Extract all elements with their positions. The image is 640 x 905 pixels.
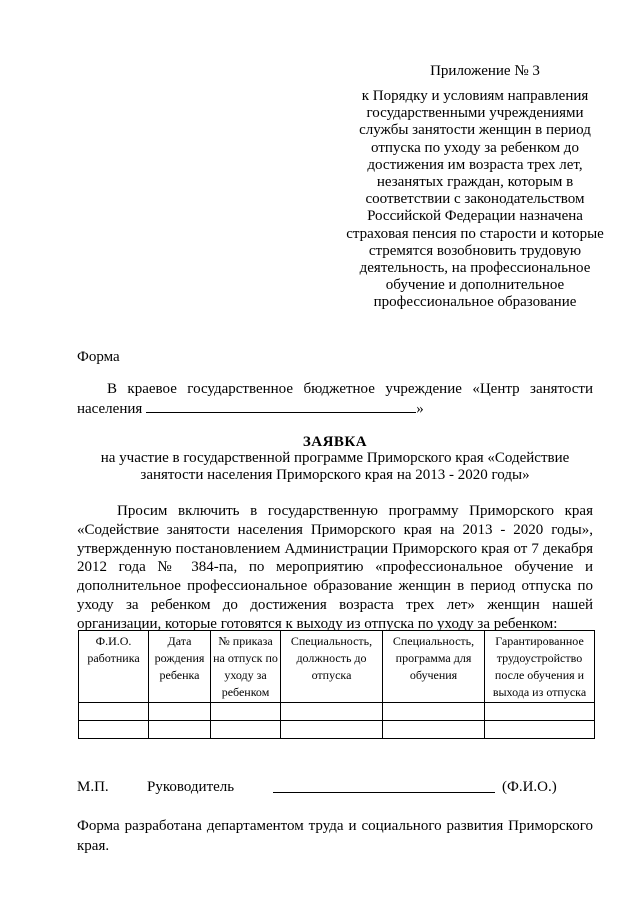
table-cell <box>79 721 149 739</box>
stamp-place-label: М.П. <box>77 779 109 795</box>
table-row <box>79 703 595 721</box>
column-header-guaranteed-employment: Гарантированное трудоустройство после обучения и выхода из отпуска <box>485 631 595 703</box>
addressee-fill-line <box>146 398 416 413</box>
table-cell <box>383 703 485 721</box>
document-subtitle: на участие в государственной программе Приморского края «Содействие занятости населения Приморского края на 2013 - 2020 годы» <box>100 450 570 483</box>
column-header-training-program: Специальность, программа для обучения <box>383 631 485 703</box>
addressee <box>77 380 593 418</box>
column-header-position-before-leave: Специальность, должность до отпуска <box>281 631 383 703</box>
document-title: ЗАЯВКА <box>302 434 368 450</box>
addressee-text: В краевое государственное бюджетное учреждение «Центр занятости населения <box>77 381 593 417</box>
table-cell <box>485 703 595 721</box>
fio-label: (Ф.И.О.) <box>502 779 557 795</box>
table-cell <box>485 721 595 739</box>
appendix-number: Приложение № 3 <box>430 63 540 79</box>
table-header-row <box>79 631 595 703</box>
form-label: Форма <box>77 349 120 365</box>
applicants-table <box>78 630 595 739</box>
table-cell <box>281 703 383 721</box>
signature-line <box>273 792 495 793</box>
column-header-leave-order-number: № приказа на отпуск по уходу за ребенком <box>211 631 281 703</box>
table-cell <box>149 721 211 739</box>
addressee-closing-quote: » <box>416 401 424 417</box>
table-row <box>79 721 595 739</box>
table-cell <box>149 703 211 721</box>
table-cell <box>211 703 281 721</box>
column-header-employee-name: Ф.И.О. работника <box>79 631 149 703</box>
column-header-child-birth-date: Дата рождения ребенка <box>149 631 211 703</box>
signature-block <box>77 778 593 798</box>
table-cell <box>281 721 383 739</box>
head-label: Руководитель <box>147 779 235 795</box>
appendix-reference: к Порядку и условиям направления государственными учреждениями службы занятости женщин в период отпуска по уходу за ребенком до достижения им возраста трех лет, незанятых граждан, которым в соответствии с законодательством Российской Федерации назначена страховая пенсия по старости и которые стремятся возобновить трудовую деятельность, на профессиональное обучение и дополнительное профессиональное образование <box>346 88 604 311</box>
request-body: Просим включить в государственную программу Приморского края «Содействие занятости населения Приморского края на 2013 - 2020 годы», утвержденную постановлением Администрации Приморского края от 7 декабря 2012 года № 384-па, по мероприятию «профессиональное обучение и дополнительное профессиональное образование женщин в период отпуска по уходу за ребенком до достижения возраста трех лет» женщин нашей организации, которые готовятся к выходу из отпуска по уходу за ребенком: <box>77 503 593 632</box>
table-cell <box>211 721 281 739</box>
table-cell <box>383 721 485 739</box>
table-cell <box>79 703 149 721</box>
footer-note: Форма разработана департаментом труда и социального развития Приморского края. <box>77 818 593 854</box>
